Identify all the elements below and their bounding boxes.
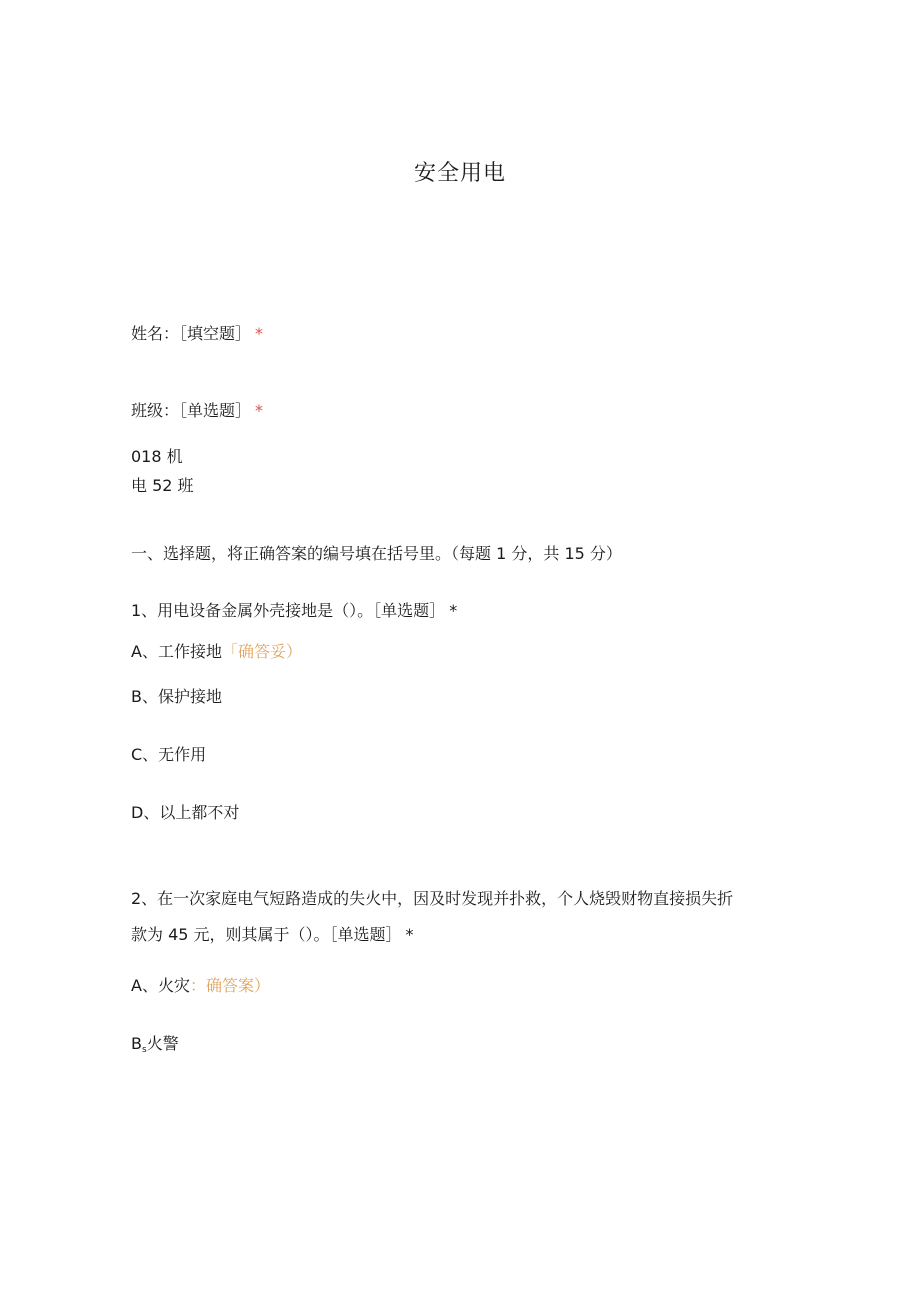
page-title: 安全用电 xyxy=(413,161,506,186)
q2-option-a[interactable] xyxy=(131,978,270,994)
required-mark: * xyxy=(255,324,264,343)
question-2-prompt: 款为 45 元，则其属于（）。［单选题］ xyxy=(131,925,402,944)
correct-answer-note: ：确答案） xyxy=(189,976,270,995)
q1-option-c[interactable]: C、无作用 xyxy=(131,745,207,764)
required-mark: * xyxy=(449,601,458,620)
question-2-text-line-2 xyxy=(131,927,414,943)
q2-option-b-label: 火警 xyxy=(146,1034,179,1053)
question-2-text-line-1: 2、在一次家庭电气短路造成的失火中，因及时发现并扑救，个人烧毁财物直接损失折 xyxy=(131,889,734,908)
required-mark: * xyxy=(255,401,264,420)
required-mark: * xyxy=(405,925,414,944)
q1-option-b[interactable]: B、保护接地 xyxy=(131,687,222,706)
q1-option-a-label: A、工作接地 xyxy=(131,642,222,661)
q1-option-a[interactable] xyxy=(131,644,302,660)
class-field-text: 班级：［单选题］ xyxy=(131,401,252,420)
q2-option-b-subscript: s xyxy=(141,1045,147,1055)
q2-option-a-label: A、火灾 xyxy=(131,976,190,995)
q2-option-b[interactable] xyxy=(131,1036,179,1055)
q2-option-b-letter: B xyxy=(131,1034,142,1053)
class-field-label xyxy=(131,403,263,419)
section-heading: 一、选择题，将正确答案的编号填在括号里。（每题 1 分，共 15 分） xyxy=(131,544,622,563)
class-value-line-2: 电 52 班 xyxy=(131,476,194,495)
question-1-text xyxy=(131,603,457,619)
correct-answer-note: 「确答妥） xyxy=(221,642,302,661)
class-value-line-1: 018 机 xyxy=(131,447,183,466)
name-field-text: 姓名：［填空题］ xyxy=(131,324,252,343)
question-1-prompt: 1、用电设备金属外壳接地是（）。［单选题］ xyxy=(131,601,446,620)
name-field-label xyxy=(131,326,263,342)
q1-option-d[interactable]: D、以上都不对 xyxy=(131,803,240,822)
